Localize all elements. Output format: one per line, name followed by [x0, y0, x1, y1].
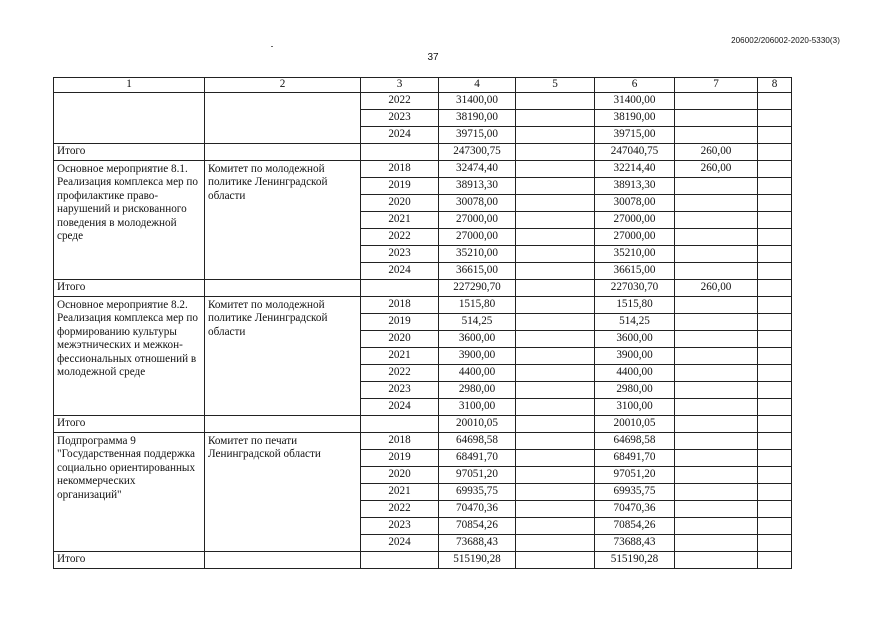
empty-cell [675, 246, 758, 263]
empty-cell [516, 484, 595, 501]
empty-cell [516, 433, 595, 450]
header-cell: 7 [675, 78, 758, 93]
header-cell: 6 [595, 78, 675, 93]
empty-cell [516, 314, 595, 331]
executor-cell: Комитет по молодежной политике Ленинградской области [205, 297, 361, 416]
page-number: 37 [427, 52, 439, 63]
empty-cell [516, 144, 595, 161]
empty-cell [758, 297, 792, 314]
empty-cell [758, 280, 792, 297]
amount-cell: 30078,00 [595, 195, 675, 212]
empty-cell [675, 195, 758, 212]
empty-cell [516, 127, 595, 144]
empty-cell [758, 331, 792, 348]
total-amount-cell: 20010,05 [595, 416, 675, 433]
amount-cell: 69935,75 [595, 484, 675, 501]
empty-cell [516, 110, 595, 127]
amount-cell: 3600,00 [595, 331, 675, 348]
empty-cell [675, 450, 758, 467]
amount-cell: 36615,00 [439, 263, 516, 280]
empty-cell [361, 144, 439, 161]
amount-cell: 70854,26 [595, 518, 675, 535]
total-row [54, 144, 792, 161]
year-cell: 2019 [361, 314, 439, 331]
empty-cell [516, 280, 595, 297]
amount-cell: 260,00 [675, 161, 758, 178]
amount-cell: 97051,20 [595, 467, 675, 484]
empty-cell [675, 399, 758, 416]
year-cell: 2021 [361, 348, 439, 365]
amount-cell: 514,25 [439, 314, 516, 331]
empty-cell [516, 263, 595, 280]
amount-cell: 2980,00 [439, 382, 516, 399]
total-row [54, 552, 792, 569]
amount-cell: 70854,26 [439, 518, 516, 535]
empty-cell [758, 263, 792, 280]
empty-cell [758, 552, 792, 569]
header-cell: 5 [516, 78, 595, 93]
year-cell: 2023 [361, 246, 439, 263]
empty-cell [758, 314, 792, 331]
year-cell: 2020 [361, 195, 439, 212]
year-cell: 2020 [361, 467, 439, 484]
year-cell: 2023 [361, 110, 439, 127]
amount-cell: 70470,36 [595, 501, 675, 518]
table-header-row [54, 78, 792, 93]
empty-cell [675, 535, 758, 552]
subprogram-name-cell: Подпрограмма 9 "Государственная поддержка социально ориентированных некоммерческих организаций" [54, 433, 205, 552]
empty-cell [361, 280, 439, 297]
empty-cell [675, 518, 758, 535]
amount-cell: 39715,00 [595, 127, 675, 144]
empty-cell [361, 552, 439, 569]
total-amount-cell: 247300,75 [439, 144, 516, 161]
amount-cell: 27000,00 [595, 212, 675, 229]
amount-cell: 32214,40 [595, 161, 675, 178]
empty-cell [758, 195, 792, 212]
empty-cell [758, 484, 792, 501]
year-cell: 2023 [361, 382, 439, 399]
empty-cell [516, 501, 595, 518]
empty-cell [758, 229, 792, 246]
year-cell: 2024 [361, 127, 439, 144]
amount-cell: 68491,70 [439, 450, 516, 467]
amount-cell: 69935,75 [439, 484, 516, 501]
empty-cell [516, 331, 595, 348]
empty-cell [516, 416, 595, 433]
empty-cell [516, 450, 595, 467]
empty-cell [205, 280, 361, 297]
amount-cell: 73688,43 [439, 535, 516, 552]
empty-cell [758, 93, 792, 110]
total-label: Итого [54, 280, 205, 297]
total-amount-cell: 247040,75 [595, 144, 675, 161]
header-cell: 1 [54, 78, 205, 93]
amount-cell: 3100,00 [595, 399, 675, 416]
amount-cell: 68491,70 [595, 450, 675, 467]
empty-cell [758, 535, 792, 552]
amount-cell: 27000,00 [439, 212, 516, 229]
empty-cell [516, 178, 595, 195]
header-cell: 8 [758, 78, 792, 93]
empty-cell [675, 314, 758, 331]
amount-cell: 36615,00 [595, 263, 675, 280]
year-cell: 2018 [361, 297, 439, 314]
empty-cell [516, 229, 595, 246]
empty-cell [758, 399, 792, 416]
amount-cell: 4400,00 [439, 365, 516, 382]
empty-cell [516, 93, 595, 110]
year-cell: 2022 [361, 229, 439, 246]
total-label: Итого [54, 552, 205, 569]
year-cell: 2023 [361, 518, 439, 535]
empty-cell [516, 195, 595, 212]
total-amount-cell: 260,00 [675, 280, 758, 297]
amount-cell: 38913,30 [595, 178, 675, 195]
amount-cell: 70470,36 [439, 501, 516, 518]
year-cell: 2018 [361, 161, 439, 178]
year-cell: 2024 [361, 399, 439, 416]
amount-cell: 97051,20 [439, 467, 516, 484]
amount-cell: 3900,00 [439, 348, 516, 365]
amount-cell: 1515,80 [439, 297, 516, 314]
empty-cell [205, 144, 361, 161]
empty-cell [516, 365, 595, 382]
empty-cell [675, 416, 758, 433]
measure-name-cell: Основное мероприятие 8.2. Реализация комплекса мер по формированию культуры межэтнических и межкон-фессиональных отношений в молодежной среде [54, 297, 205, 416]
empty-cell [675, 110, 758, 127]
year-cell: 2024 [361, 535, 439, 552]
empty-cell [675, 501, 758, 518]
measure-name-cell: Основное мероприятие 8.1. Реализация комплекса мер по профилактике право-нарушений и рискованного поведения в молодежной среде [54, 161, 205, 280]
amount-cell: 3600,00 [439, 331, 516, 348]
empty-cell [516, 246, 595, 263]
amount-cell: 3100,00 [439, 399, 516, 416]
total-amount-cell: 227030,70 [595, 280, 675, 297]
empty-cell [516, 161, 595, 178]
amount-cell: 31400,00 [595, 93, 675, 110]
empty-cell [758, 467, 792, 484]
header-cell: 4 [439, 78, 516, 93]
amount-cell: 38913,30 [439, 178, 516, 195]
executor-cell: Комитет по молодежной политике Ленинградской области [205, 161, 361, 280]
empty-cell [758, 246, 792, 263]
table-row [54, 161, 792, 178]
empty-cell [758, 144, 792, 161]
empty-cell [675, 297, 758, 314]
empty-cell [516, 552, 595, 569]
empty-cell [675, 331, 758, 348]
empty-cell [516, 467, 595, 484]
amount-cell: 3900,00 [595, 348, 675, 365]
empty-cell [675, 348, 758, 365]
empty-cell [675, 467, 758, 484]
empty-cell [758, 348, 792, 365]
empty-cell [675, 127, 758, 144]
amount-cell: 64698,58 [439, 433, 516, 450]
year-cell: 2020 [361, 331, 439, 348]
empty-cell [516, 212, 595, 229]
amount-cell: 64698,58 [595, 433, 675, 450]
executor-cell [205, 93, 361, 144]
scan-speck [271, 46, 273, 47]
empty-cell [758, 110, 792, 127]
header-cell: 2 [205, 78, 361, 93]
empty-cell [675, 229, 758, 246]
budget-table [53, 77, 792, 569]
executor-cell: Комитет по печати Ленинградской области [205, 433, 361, 552]
amount-cell: 31400,00 [439, 93, 516, 110]
empty-cell [758, 450, 792, 467]
empty-cell [758, 501, 792, 518]
amount-cell: 38190,00 [439, 110, 516, 127]
name-cell [54, 93, 205, 144]
empty-cell [675, 178, 758, 195]
empty-cell [758, 127, 792, 144]
empty-cell [758, 518, 792, 535]
table-row [54, 297, 792, 314]
year-cell: 2022 [361, 93, 439, 110]
empty-cell [675, 365, 758, 382]
empty-cell [758, 212, 792, 229]
empty-cell [516, 348, 595, 365]
empty-cell [516, 297, 595, 314]
table-row [54, 433, 792, 450]
empty-cell [516, 399, 595, 416]
document-code: 206002/206002-2020-5330(3) [731, 36, 840, 45]
empty-cell [675, 382, 758, 399]
total-amount-cell: 260,00 [675, 144, 758, 161]
total-label: Итого [54, 416, 205, 433]
total-label: Итого [54, 144, 205, 161]
amount-cell: 514,25 [595, 314, 675, 331]
year-cell: 2022 [361, 365, 439, 382]
empty-cell [758, 382, 792, 399]
empty-cell [205, 552, 361, 569]
amount-cell: 2980,00 [595, 382, 675, 399]
amount-cell: 27000,00 [439, 229, 516, 246]
empty-cell [675, 263, 758, 280]
amount-cell: 32474,40 [439, 161, 516, 178]
empty-cell [758, 178, 792, 195]
empty-cell [675, 212, 758, 229]
amount-cell: 35210,00 [439, 246, 516, 263]
amount-cell: 39715,00 [439, 127, 516, 144]
total-row [54, 280, 792, 297]
amount-cell: 27000,00 [595, 229, 675, 246]
header-cell: 3 [361, 78, 439, 93]
empty-cell [675, 93, 758, 110]
amount-cell: 30078,00 [439, 195, 516, 212]
year-cell: 2019 [361, 178, 439, 195]
empty-cell [758, 416, 792, 433]
year-cell: 2021 [361, 212, 439, 229]
amount-cell: 73688,43 [595, 535, 675, 552]
amount-cell: 4400,00 [595, 365, 675, 382]
year-cell: 2019 [361, 450, 439, 467]
total-amount-cell: 20010,05 [439, 416, 516, 433]
empty-cell [361, 416, 439, 433]
amount-cell: 35210,00 [595, 246, 675, 263]
empty-cell [758, 161, 792, 178]
empty-cell [758, 365, 792, 382]
empty-cell [675, 552, 758, 569]
amount-cell: 38190,00 [595, 110, 675, 127]
empty-cell [516, 535, 595, 552]
empty-cell [675, 433, 758, 450]
year-cell: 2021 [361, 484, 439, 501]
empty-cell [516, 518, 595, 535]
total-row [54, 416, 792, 433]
empty-cell [758, 433, 792, 450]
empty-cell [675, 484, 758, 501]
year-cell: 2022 [361, 501, 439, 518]
total-amount-cell: 227290,70 [439, 280, 516, 297]
total-amount-cell: 515190,28 [595, 552, 675, 569]
year-cell: 2024 [361, 263, 439, 280]
year-cell: 2018 [361, 433, 439, 450]
total-amount-cell: 515190,28 [439, 552, 516, 569]
empty-cell [205, 416, 361, 433]
table-row [54, 93, 792, 110]
empty-cell [516, 382, 595, 399]
amount-cell: 1515,80 [595, 297, 675, 314]
